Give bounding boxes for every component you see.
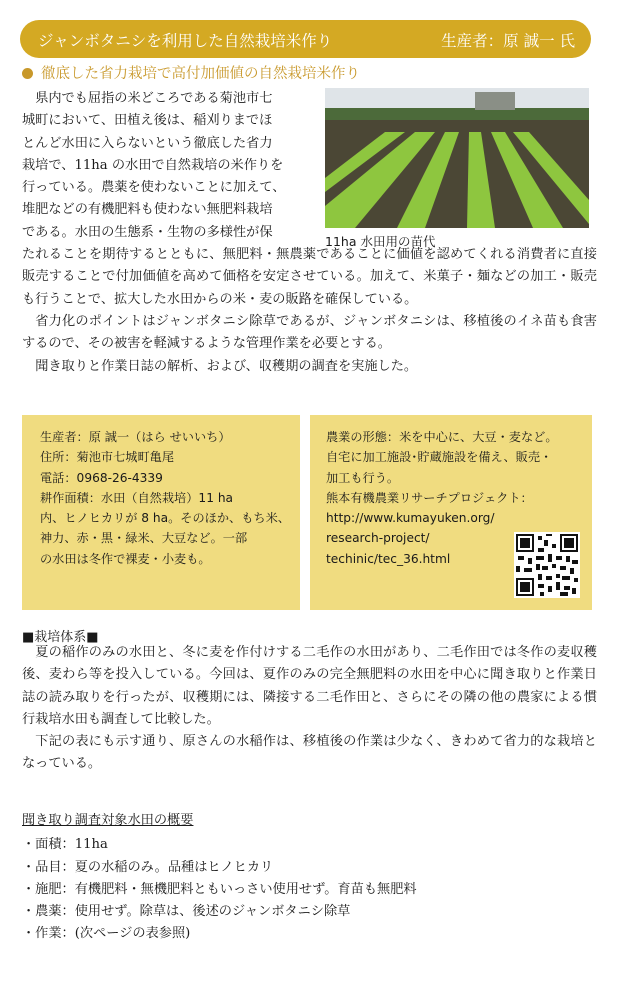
intro-line: 行っている。農薬を使わないことに加えて、 xyxy=(22,180,286,196)
intro-line: 県内でも屈指の米どころである菊池市七 xyxy=(35,91,273,106)
overview-item: ・農薬：使用せず。除草は、後述のジャンボタニシ除草 xyxy=(22,904,351,920)
producer-credit: 生産者：原 誠一 氏 xyxy=(441,32,575,50)
intro-wrapped xyxy=(22,88,314,244)
qr-code-icon[interactable] xyxy=(514,532,580,598)
overview-heading: 聞き取り調査対象水田の概要 xyxy=(22,813,194,828)
article-title: ジャンボタニシを利用した自然栽培米作り xyxy=(38,32,333,50)
intro-line: 城町において、田植え後は、稲刈りまでほ xyxy=(22,113,273,129)
info-line: 生産者：原 誠一（はら せいいち） xyxy=(40,430,231,444)
info-line: 加工も行う。 xyxy=(326,470,400,485)
producer-info-box xyxy=(22,415,300,610)
info-line: 神力、赤・黒・緑米、大豆など。一部 xyxy=(40,531,248,546)
intro-continuation: たれることを期待するとともに、無肥料・無農薬であることに価値を認めてくれる消費者に直接販売することで付加価値を高めて価格を安定させている。加えて、米菓子・麺などの加工・販売も行うことで、拡大した水田からの米・麦の販路を確保している。 xyxy=(22,247,597,307)
farming-info-box xyxy=(310,415,592,610)
project-url[interactable]: http://www.kumayuken.org/ xyxy=(326,511,495,526)
intro-paragraph-2: 省力化のポイントはジャンボタニシ除草であるが、ジャンボタニシは、移植後のイネ苗も食害するので、その被害を軽減するような管理作業を必要とする。 xyxy=(22,313,597,352)
body-paragraph-2: 下記の表にも示す通り、原さんの水稲作は、移植後の作業は少なく、きわめて省力的な栽培となっている。 xyxy=(22,734,597,772)
field-overview xyxy=(22,810,597,946)
body-text xyxy=(22,642,597,776)
info-line: 熊本有機農業リサーチプロジェクト： xyxy=(326,490,533,505)
intro-line: とんど水田に入らないという徹底した省力 xyxy=(22,135,273,151)
info-line: 自宅に加工施設･貯蔵施設を備え、販売・ xyxy=(326,450,553,465)
overview-item: ・施肥：有機肥料・無機肥料ともいっさい使用せず。育苗も無肥料 xyxy=(22,881,417,897)
subheading-text: 徹底した省力栽培で高付加価値の自然栽培米作り xyxy=(41,66,360,82)
body-paragraph-1: 夏の稲作のみの水田と、冬に麦を作付けする二毛作の水田があり、二毛作田では冬作の麦収穫後、麦わら等を投入している。今回は、夏作のみの完全無肥料の水田を中心に聞き取りと作業日誌の読み取りを行ったが、収穫期には、隣接する二毛作田と、さらにその隣の他の農家による慣行栽培水田も調査して比較した。 xyxy=(22,645,597,727)
info-line: の水田は冬作で裸麦・小麦も。 xyxy=(40,551,211,566)
intro-line: 栽培で、11ha の水田で自然栽培の米作りを xyxy=(22,157,284,173)
section-heading: ■栽培体系■ xyxy=(22,630,99,645)
info-line: 耕作面積：水田（自然栽培）11 ha xyxy=(40,490,234,505)
photo-caption: 11ha 水田用の苗代 xyxy=(325,234,436,249)
overview-item: ・面積：11ha xyxy=(22,837,108,853)
title-banner xyxy=(20,20,591,58)
info-line: 内、ヒノヒカリが 8 ha。そのほか、もち米、 xyxy=(40,511,290,526)
overview-item: ・作業：(次ページの表参照) xyxy=(22,926,191,942)
intro-line: である。水田の生態系・生物の多様性が保 xyxy=(22,224,273,240)
bullet-dot-icon xyxy=(22,68,33,79)
info-line: 農業の形態：米を中心に、大豆・麦など。 xyxy=(326,430,558,444)
project-url[interactable]: research-project/ xyxy=(326,531,430,546)
info-line: 住所：菊池市七城町亀尾 xyxy=(40,450,175,465)
intro-paragraph-3: 聞き取りと作業日誌の解析、および、収穫期の調査を実施した。 xyxy=(35,358,418,374)
info-line: 電話：0968-26-4339 xyxy=(40,470,163,485)
intro-text xyxy=(22,88,597,378)
overview-item: ・品目：夏の水稲のみ。品種はヒノヒカリ xyxy=(22,859,274,875)
project-url[interactable]: techinic/tec_36.html xyxy=(326,551,451,566)
intro-line: 堆肥などの有機肥料も使わない無肥料栽培 xyxy=(22,202,273,218)
subheading xyxy=(22,62,360,83)
